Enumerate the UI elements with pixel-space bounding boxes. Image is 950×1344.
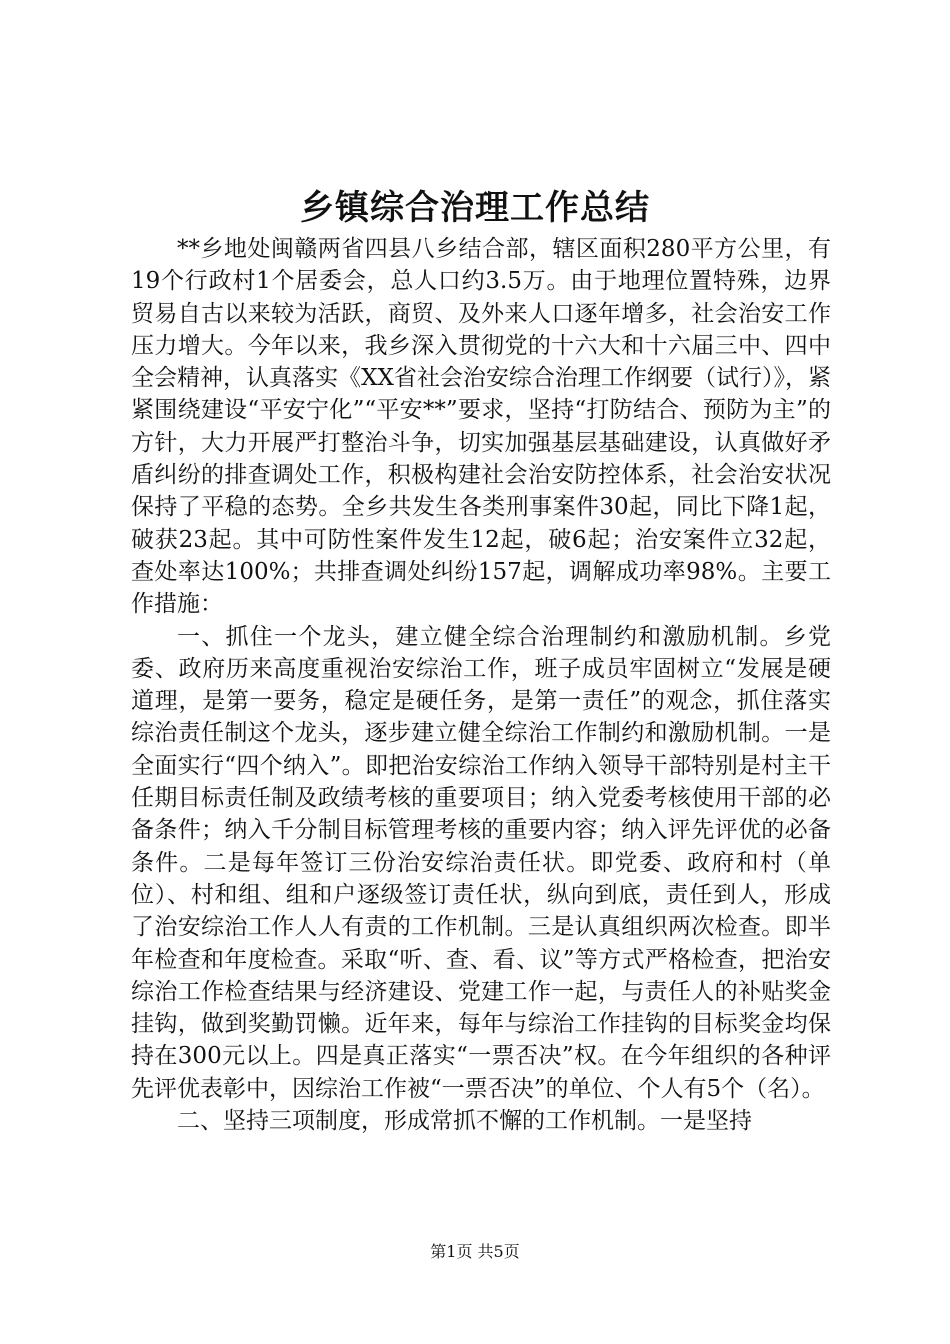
paragraph-intro: **乡地处闽赣两省四县八乡结合部，辖区面积280平方公里，有19个行政村1个居委会，总人口约3.5万。由于地理位置特殊，边界贸易自古以来较为活跃，商贸、及外来人口逐年增多，社会治安工作压力增大。今年以来，我乡深入贯彻党的十六大和十六届三中、四中全会精神，认真落实《XX省社会治安综合治理工作纲要（试行）》，紧紧围绕建设“平安宁化”“平安**”要求，坚持“打防结合、预防为主”的方针，大力开展严打整治斗争，切实加强基层基础建设，认真做好矛盾纠纷的排查调处工作，积极构建社会治安防控体系，社会治安状况保持了平稳的态势。全乡共发生各类刑事案件30起，同比下降1起，破获23起。其中可防性案件发生12起，破6起；治安案件立32起，查处率达100%；共排查调处纠纷157起，调解成功率98%。主要工作措施： [131,236,831,618]
page-footer: 第1页 共5页 [430,1242,520,1261]
document-title: 乡镇综合治理工作总结 [300,188,650,228]
paragraph-section-2: 二、坚持三项制度，形成常抓不懈的工作机制。一是坚持 [177,1108,752,1135]
document-body [131,233,831,1137]
paragraph-section-1: 一、抓住一个龙头，建立健全综合治理制约和激励机制。乡党委、政府历来高度重视治安综治工作，班子成员牢固树立“发展是硬道理，是第一要务，稳定是硬任务，是第一责任”的观念，抓住落实综治责任制这个龙头，逐步建立健全综治工作制约和激励机制。一是全面实行“四个纳入”。即把治安综治工作纳入领导干部特别是村主干任期目标责任制及政绩考核的重要项目；纳入党委考核使用干部的必备条件；纳入千分制目标管理考核的重要内容；纳入评先评优的必备条件。二是每年签订三份治安综治责任状。即党委、政府和村（单位）、村和组、组和户逐级签订责任状，纵向到底，责任到人，形成了治安综治工作人人有责的工作机制。三是认真组织两次检查。即半年检查和年度检查。采取“听、查、看、议”等方式严格检查，把治安综治工作检查结果与经济建设、党建工作一起，与责任人的补贴奖金挂钩，做到奖勤罚懒。近年来，每年与综治工作挂钩的目标奖金均保持在300元以上。四是真正落实“一票否决”权。在今年组织的各种评先评优表彰中，因综治工作被“一票否决”的单位、个人有5个（名）。 [131,623,831,1102]
